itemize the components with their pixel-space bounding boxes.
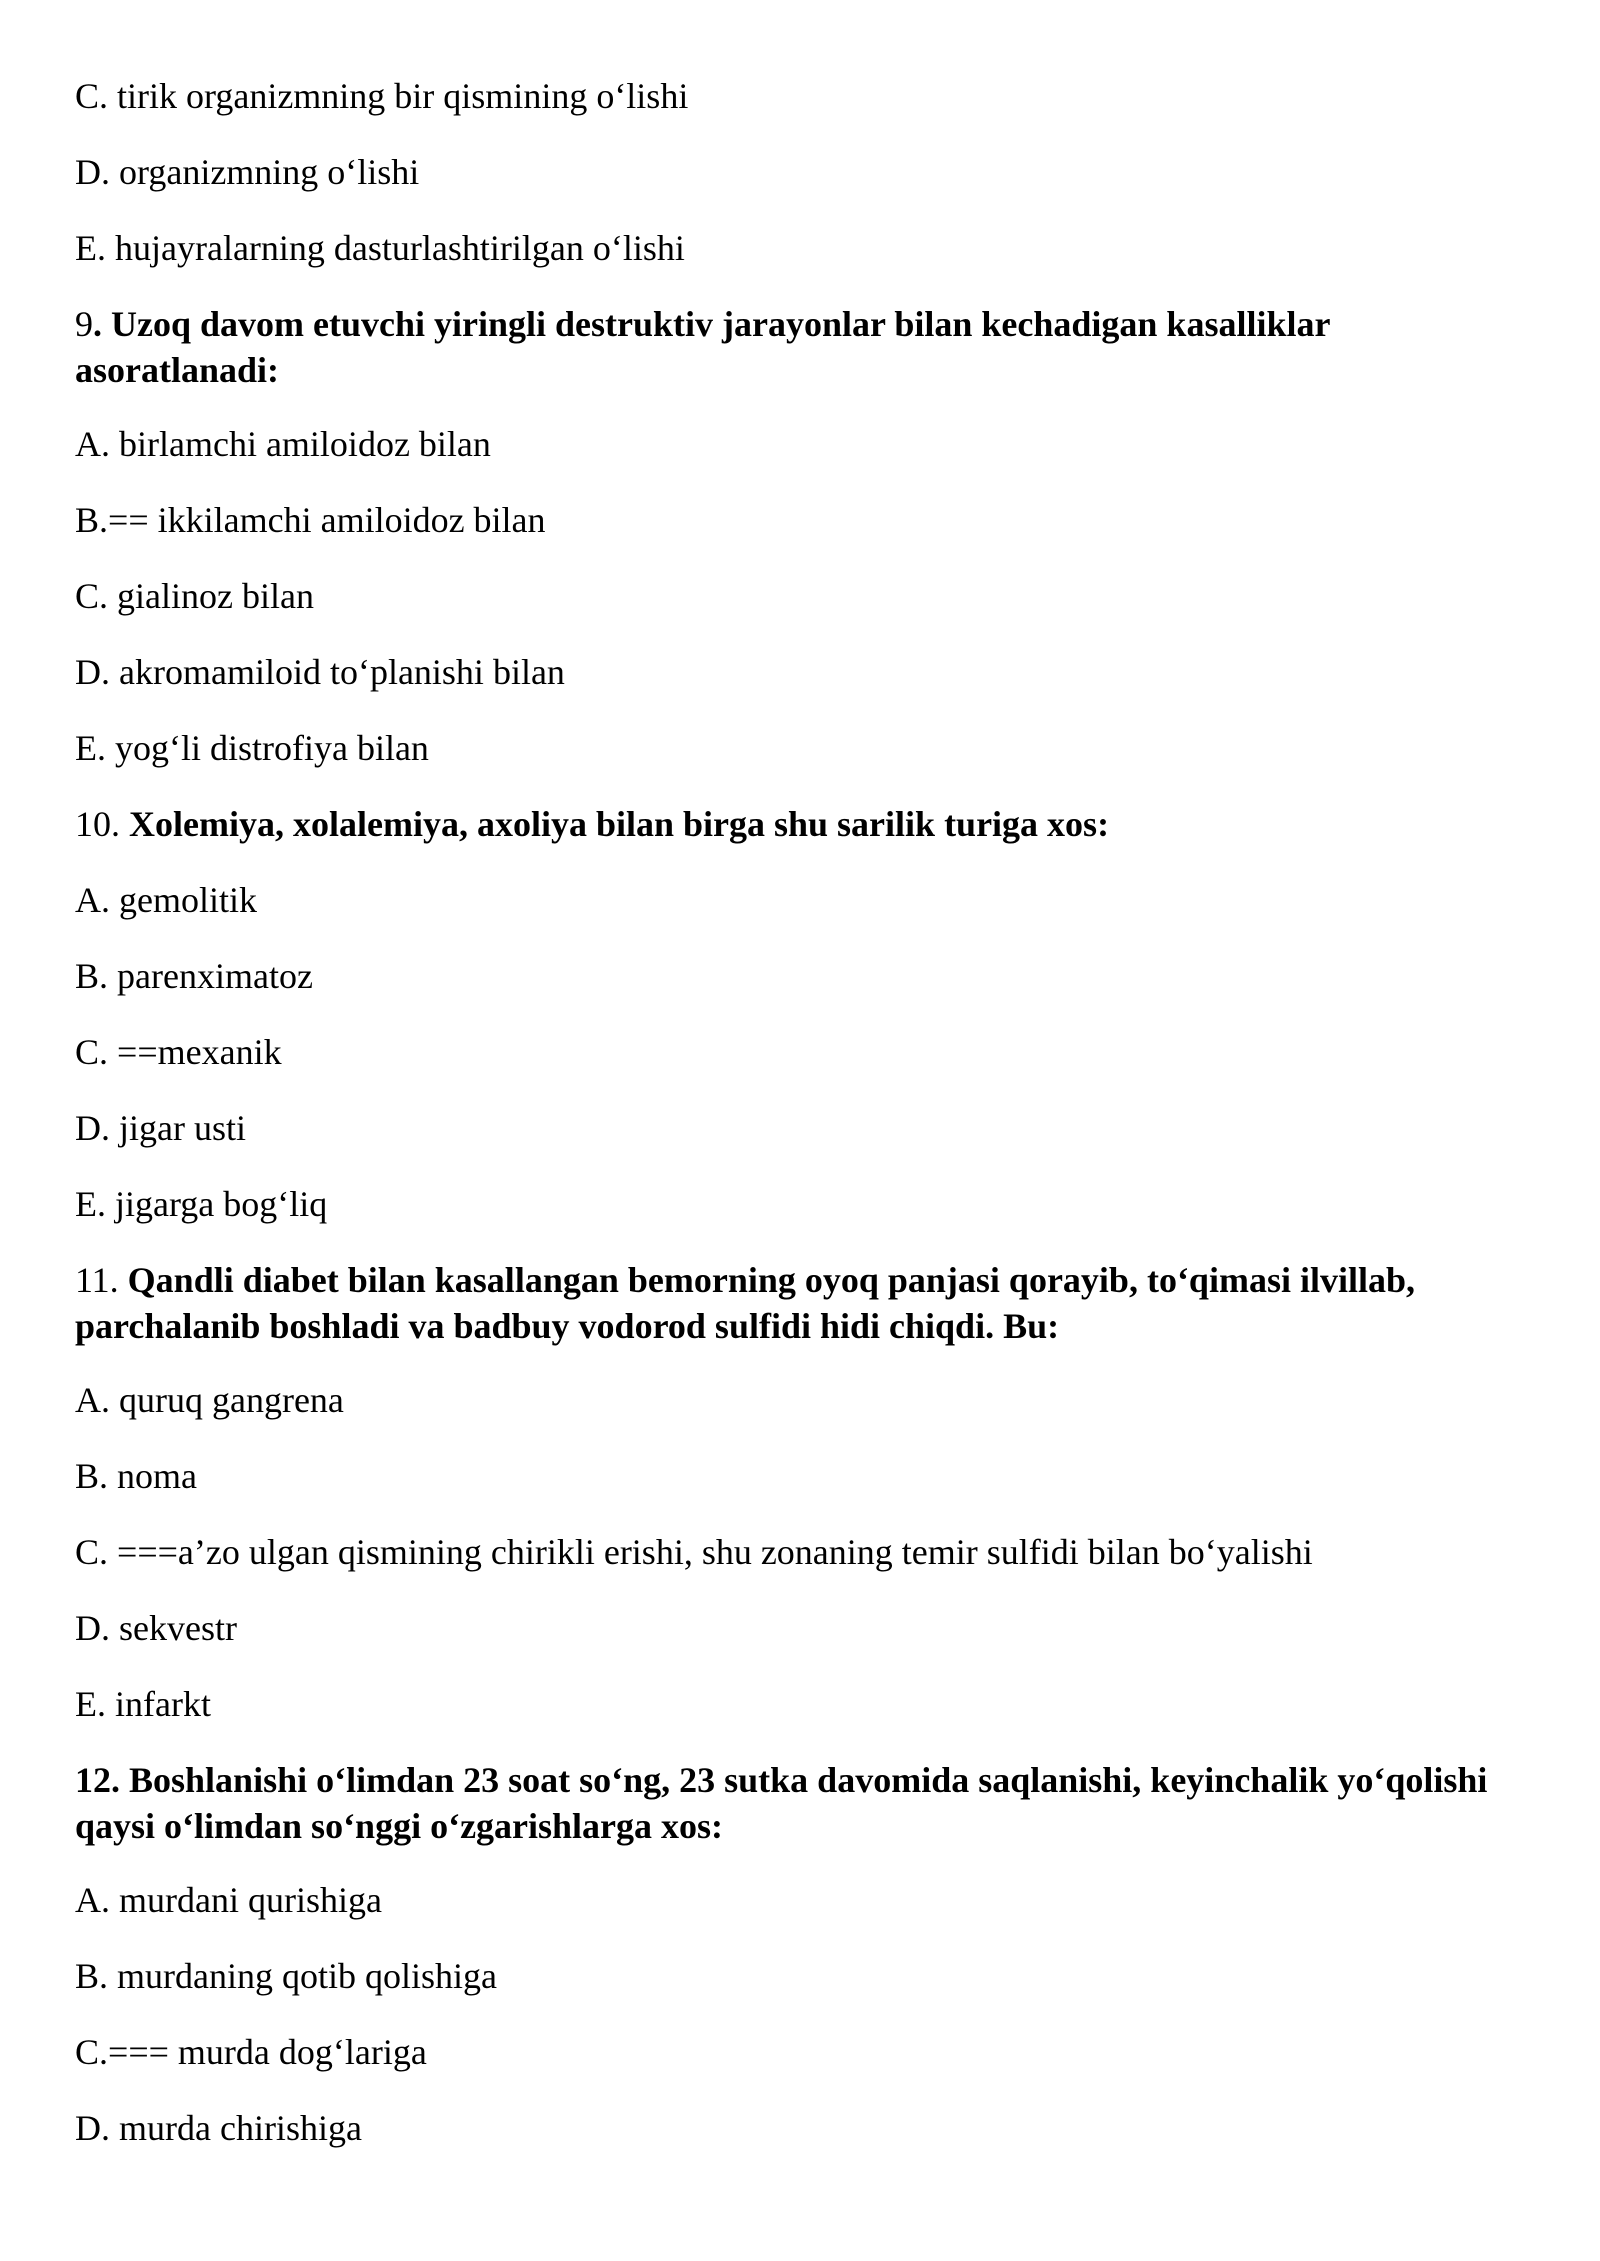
answer-option: B. noma xyxy=(75,1456,197,1496)
question-12 xyxy=(75,1757,1535,1849)
question-text: Xolemiya, xolalemiya, axoliya bilan birga shu sarilik turiga xos: xyxy=(129,804,1110,844)
answer-option: A. gemolitik xyxy=(75,880,257,920)
answer-option: D. murda chirishiga xyxy=(75,2108,362,2148)
question-11 xyxy=(75,1257,1535,1349)
question-text: 12. Boshlanishi o‘limdan 23 soat so‘ng, 23 sutka davomida saqlanishi, keyinchalik yo‘qolishi qaysi o‘limdan so‘nggi o‘zgarishlarga xos: xyxy=(75,1760,1488,1846)
answer-option: C. ==mexanik xyxy=(75,1032,282,1072)
answer-option: D. akromamiloid to‘planishi bilan xyxy=(75,652,565,692)
answer-option: A. quruq gangrena xyxy=(75,1380,344,1420)
question-number: 10. xyxy=(75,804,129,844)
answer-option: C. ===a’zo ulgan qismining chirikli erishi, shu zonaning temir sulfidi bilan bo‘yalishi xyxy=(75,1532,1313,1572)
answer-option: B. murdaning qotib qolishiga xyxy=(75,1956,497,1996)
answer-option: E. hujayralarning dasturlashtirilgan o‘lishi xyxy=(75,228,685,268)
question-9 xyxy=(75,301,1535,393)
answer-option: B.== ikkilamchi amiloidoz bilan xyxy=(75,500,546,540)
answer-option: B. parenximatoz xyxy=(75,956,313,996)
answer-option: D. sekvestr xyxy=(75,1608,237,1648)
answer-option: D. organizmning o‘lishi xyxy=(75,152,420,192)
question-number: 11. xyxy=(75,1260,128,1300)
answer-option: C. tirik organizmning bir qismining o‘lishi xyxy=(75,76,689,116)
answer-option: E. yog‘li distrofiya bilan xyxy=(75,728,429,768)
question-10 xyxy=(75,801,1535,847)
answer-option: A. murdani qurishiga xyxy=(75,1880,382,1920)
answer-option: C. gialinoz bilan xyxy=(75,576,314,616)
question-number: 9 xyxy=(75,304,93,344)
question-number-tail: . xyxy=(93,304,111,344)
answer-option: C.=== murda dog‘lariga xyxy=(75,2032,427,2072)
question-text: Qandli diabet bilan kasallangan bemorning oyoq panjasi qorayib, to‘qimasi ilvillab, parchalanib boshladi va badbuy vodorod sulfidi hidi chiqdi. Bu: xyxy=(75,1260,1415,1346)
answer-option: E. jigarga bog‘liq xyxy=(75,1184,328,1224)
question-text: Uzoq davom etuvchi yiringli destruktiv jarayonlar bilan kechadigan kasalliklar asoratlanadi: xyxy=(75,304,1330,390)
answer-option: D. jigar usti xyxy=(75,1108,246,1148)
answer-option: E. infarkt xyxy=(75,1684,211,1724)
answer-option: A. birlamchi amiloidoz bilan xyxy=(75,424,491,464)
